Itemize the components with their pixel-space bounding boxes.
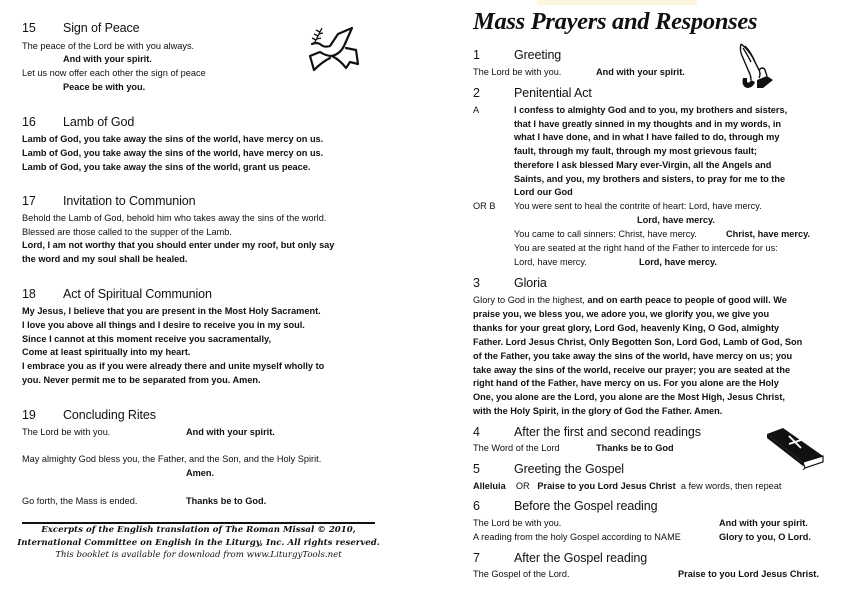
- confiteor-line: I confess to almighty God and to you, my brothers and sisters,: [514, 105, 788, 115]
- section-number: 3: [473, 276, 480, 290]
- gloria-line: thanks for your great glory, Lord God, heavenly King, O God, almighty: [473, 323, 780, 333]
- priest-line: You are seated at the right hand of the Father to intercede for us:: [514, 243, 778, 253]
- priest-line: The peace of the Lord be with you always.: [22, 41, 195, 51]
- bible-icon: [765, 428, 827, 470]
- section-heading: [473, 276, 547, 290]
- prayer-line: I embrace you as if you were already there and unite myself wholly to: [22, 361, 325, 371]
- people-response: Thanks be to God.: [186, 496, 267, 506]
- prayer-line: Lamb of God, you take away the sins of the world, have mercy on us.: [22, 148, 324, 158]
- prayer-line: Lamb of God, you take away the sins of the world, grant us peace.: [22, 162, 311, 172]
- section-heading: [473, 425, 701, 439]
- section-title: Invitation to Communion: [63, 194, 196, 208]
- copyright-line: Excerpts of the English translation of The Roman Missal © 2010,: [41, 525, 356, 535]
- dove-icon: [306, 22, 362, 77]
- prayer-line: I love you above all things and I desire to receive you in my soul.: [22, 320, 305, 330]
- section-heading: [22, 287, 212, 301]
- priest-line: The Lord be with you.: [22, 427, 111, 437]
- section-title: Gloria: [514, 276, 547, 290]
- people-response: Praise to you Lord Jesus Christ.: [678, 569, 819, 579]
- section-number: 1: [473, 48, 480, 62]
- people-response: Glory to you, O Lord.: [719, 532, 811, 542]
- people-response: And with your spirit.: [596, 67, 685, 77]
- people-response: Christ, have mercy.: [726, 229, 811, 239]
- section-title: Greeting the Gospel: [514, 462, 624, 476]
- gloria-line: of the Father, you take away the sins of the world, have mercy on us; you: [473, 351, 793, 361]
- section-number: 2: [473, 86, 480, 100]
- prayer-line: My Jesus, I believe that you are present in the Most Holy Sacrament.: [22, 306, 321, 316]
- priest-line: The Lord be with you.: [473, 518, 562, 528]
- prayer-line: you. Never permit me to be separated from you. Amen.: [22, 375, 261, 385]
- section-heading: [473, 86, 592, 100]
- option-label: OR B: [473, 201, 496, 211]
- or-text: OR: [515, 481, 530, 491]
- section-title: Penitential Act: [514, 86, 592, 100]
- confiteor-line: Lord our God: [514, 187, 573, 197]
- download-note: This booklet is available for download from www.LiturgyTools.net: [55, 550, 342, 560]
- gloria-line: right hand of the Father, have mercy on us. For you alone are the Holy: [473, 378, 779, 388]
- section-number: 5: [473, 462, 480, 476]
- people-response: Peace be with you.: [63, 82, 146, 92]
- people-response: Lord, have mercy.: [639, 257, 717, 267]
- priest-line: Lord, have mercy.: [514, 257, 587, 267]
- people-response: And with your spirit.: [719, 518, 808, 528]
- confiteor-line: Saints, and you, my brothers and sisters, to pray for me to the: [514, 174, 786, 184]
- section-title: Greeting: [514, 48, 562, 62]
- instruction-note: a few words, then repeat: [680, 481, 782, 491]
- section-heading: [473, 462, 624, 476]
- priest-line: Let us now offer each other the sign of peace: [22, 68, 206, 78]
- section-title: After the Gospel reading: [514, 551, 648, 565]
- section-number: 6: [473, 499, 480, 513]
- section-number: 17: [22, 194, 36, 208]
- section-number: 19: [22, 408, 36, 422]
- gospel-acclamation: [473, 480, 781, 494]
- section-number: 18: [22, 287, 36, 301]
- alleluia-text: Alleluia: [473, 481, 506, 491]
- section-title: Sign of Peace: [63, 21, 140, 35]
- section-heading: [22, 194, 196, 208]
- priest-line: The Gospel of the Lord.: [473, 569, 570, 579]
- section-heading: [22, 408, 156, 422]
- section-number: 7: [473, 551, 480, 565]
- priest-line: May almighty God bless you, the Father, and the Son, and the Holy Spirit.: [22, 454, 322, 464]
- section-title: Lamb of God: [63, 115, 135, 129]
- priest-intonation: Glory to God in the highest,: [473, 295, 585, 305]
- section-heading: [22, 115, 135, 129]
- priest-line: The Lord be with you.: [473, 67, 562, 77]
- people-continuation: and on earth peace to people of good will. We: [584, 295, 787, 305]
- option-label: A: [473, 105, 480, 115]
- prayer-line: Since I cannot at this moment receive you sacramentally,: [22, 334, 272, 344]
- gloria-line: One, you alone are the Lord, you alone are the Most High, Jesus Christ,: [473, 392, 785, 402]
- gloria-line: with the Holy Spirit, in the glory of God the Father. Amen.: [473, 406, 723, 416]
- confiteor-line: that I have greatly sinned in my thoughts and in my words, in: [514, 119, 781, 129]
- priest-line: You were sent to heal the contrite of heart: Lord, have mercy.: [514, 201, 762, 211]
- gloria-line: [473, 294, 787, 308]
- people-response: the word and my soul shall be healed.: [22, 254, 188, 264]
- copyright-line: International Committee on English in the Liturgy, Inc. All rights reserved.: [17, 538, 380, 548]
- confiteor-line: what I have done, and in what I have failed to do, through my: [514, 132, 780, 142]
- people-response: Thanks be to God: [596, 443, 674, 453]
- section-heading: [473, 48, 562, 62]
- confiteor-line: therefore I ask blessed Mary ever-Virgin, all the Angels and: [514, 160, 772, 170]
- section-title: Before the Gospel reading: [514, 499, 658, 513]
- priest-line: Behold the Lamb of God, behold him who takes away the sins of the world.: [22, 213, 327, 223]
- section-title: Concluding Rites: [63, 408, 156, 422]
- section-number: 4: [473, 425, 480, 439]
- lenten-acclamation: Praise to you Lord Jesus Christ: [537, 481, 676, 491]
- priest-line: A reading from the holy Gospel according to NAME: [473, 532, 681, 542]
- section-heading: [473, 551, 648, 565]
- prayer-line: Come at least spiritually into my heart.: [22, 347, 191, 357]
- section-heading: [473, 499, 658, 513]
- gloria-line: take away the sins of the world, receive our prayer; you are seated at the: [473, 365, 791, 375]
- people-response: And with your spirit.: [186, 427, 275, 437]
- people-response: Lord, I am not worthy that you should enter under my roof, but only say: [22, 240, 335, 250]
- section-heading: [22, 21, 140, 35]
- priest-line: You came to call sinners: Christ, have mercy.: [514, 229, 697, 239]
- priest-line: The Word of the Lord: [473, 443, 560, 453]
- section-number: 16: [22, 115, 36, 129]
- confiteor-line: fault, through my fault, through my most grievous fault;: [514, 146, 757, 156]
- prayer-line: Lamb of God, you take away the sins of the world, have mercy on us.: [22, 134, 324, 144]
- priest-line: Go forth, the Mass is ended.: [22, 496, 138, 506]
- people-response: Lord, have mercy.: [637, 215, 715, 225]
- gloria-line: praise you, we bless you, we adore you, we glorify you, we give you: [473, 309, 770, 319]
- praying-hands-icon: [737, 42, 775, 90]
- page-title: Mass Prayers and Responses: [473, 8, 758, 35]
- people-response: And with your spirit.: [63, 54, 152, 64]
- section-number: 15: [22, 21, 36, 35]
- gloria-line: Father. Lord Jesus Christ, Only Begotten Son, Lord God, Lamb of God, Son: [473, 337, 803, 347]
- section-title: After the first and second readings: [514, 425, 701, 439]
- people-response: Amen.: [186, 468, 215, 478]
- right-page: [425, 0, 849, 589]
- header-highlight-bar: [537, 0, 697, 5]
- priest-line: Blessed are those called to the supper of the Lamb.: [22, 227, 232, 237]
- section-title: Act of Spiritual Communion: [63, 287, 212, 301]
